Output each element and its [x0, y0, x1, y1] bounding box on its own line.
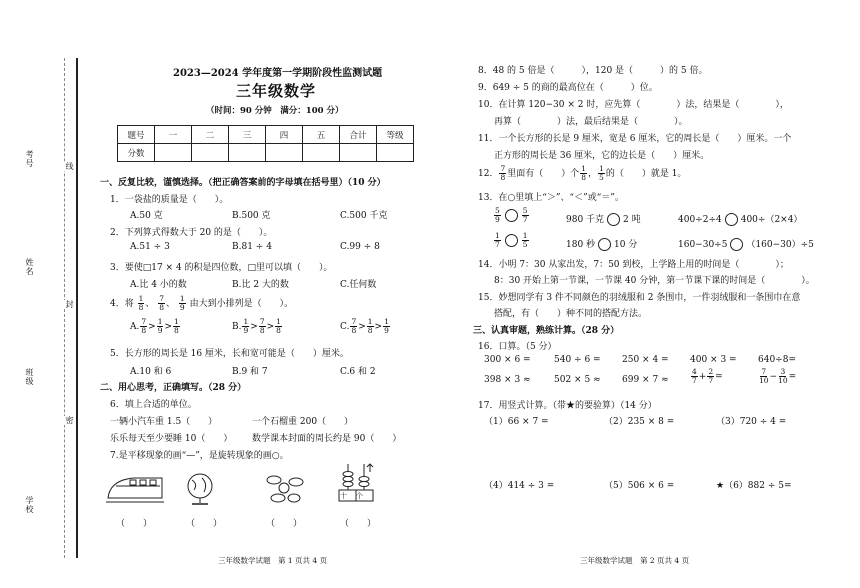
fan-image — [262, 470, 306, 508]
binding-label-secret: 密 — [65, 416, 74, 425]
binding-label-school: 学校 — [25, 496, 34, 514]
q6-item-d[interactable]: 数学课本封面的周长约是 90（ ） — [252, 434, 402, 444]
q7-blank-4[interactable]: （ ） — [340, 519, 377, 529]
binding-label-name: 姓名 — [25, 258, 34, 276]
q13-compare-2[interactable]: 980 千克 2 吨 — [566, 215, 641, 225]
q13-compare-3[interactable]: 400÷2÷4 400÷（2×4） — [678, 215, 803, 225]
q6-item-a[interactable]: 一辆小汽车重 1.5（ ） — [110, 417, 218, 427]
q3-option-c[interactable]: C.任何数 — [340, 280, 377, 290]
question-15-line1: 15．妙想同学有 3 件不同颜色的羽绒服和 2 条围巾，一件羽绒服和一条围巾在意 — [478, 293, 801, 303]
score-header-cell: 二 — [192, 126, 229, 144]
abacus-ones-label: 个 — [356, 492, 363, 500]
oral-calc-4[interactable]: 400 × 3 = — [690, 355, 737, 365]
question-12: 12． $\frac{7}{8}$ 里面有（ ）个 $\frac{1}{8}$ ， $\frac{1}{5}$ 的（ ）就是 1。 — [478, 164, 687, 182]
question-1: 1．一袋盐的质量是（ ）。 — [110, 195, 229, 205]
oral-calc-10[interactable]: $\frac{7}{10}$ − $\frac{3}{10}$ = — [759, 367, 797, 385]
question-5: 5．长方形的周长是 16 厘米，长和宽可能是（ ）厘米。 — [110, 349, 349, 359]
q5-option-b[interactable]: B.9 和 7 — [232, 367, 268, 377]
q6-item-b[interactable]: 一个石榴重 200（ ） — [252, 417, 354, 427]
exam-title: 2023—2024 学年度第一学期阶段性监测试题 — [173, 68, 383, 79]
oral-calc-6[interactable]: 398 × 3 ≈ — [484, 375, 531, 385]
vertical-calc-4[interactable]: （4）414 ÷ 3 = — [484, 481, 555, 491]
vertical-calc-3[interactable]: （3）720 ÷ 4 = — [716, 417, 787, 427]
score-header-cell: 五 — [303, 126, 340, 144]
q2-option-a[interactable]: A.51 ÷ 3 — [130, 242, 170, 252]
time-score-info: （时间：90 分钟 满分：100 分） — [206, 106, 344, 116]
q2-option-c[interactable]: C.99 ÷ 8 — [340, 242, 380, 252]
binding-label-line: 线 — [65, 162, 74, 171]
oral-calc-3[interactable]: 250 × 4 = — [622, 355, 669, 365]
score-cell[interactable] — [340, 144, 377, 162]
q5-option-a[interactable]: A.10 和 6 — [130, 367, 172, 377]
binding-label-class: 班级 — [25, 368, 34, 386]
vertical-calc-5[interactable]: （5）506 × 6 = — [604, 481, 675, 491]
vertical-calc-2[interactable]: （2）235 × 8 = — [604, 417, 675, 427]
question-9: 9．649 ÷ 5 的商的最高位在（ ）位。 — [478, 83, 658, 93]
score-header-cell: 三 — [229, 126, 266, 144]
score-cell[interactable] — [229, 144, 266, 162]
q13-compare-4[interactable]: $\frac{1}{7}$ $\frac{1}{5}$ — [495, 231, 528, 249]
question-3: 3．要使□17 × 4 的积是四位数，□里可以填（ ）。 — [110, 263, 333, 273]
q6-item-c[interactable]: 乐乐每天至少要睡 10（ ） — [110, 434, 233, 444]
q4-option-a[interactable]: A. $\frac{7}{8}$ > $\frac{1}{9}$ > $\frac{1}{8}$ — [130, 317, 179, 335]
question-17: 17．用竖式计算。（带★的要验算）（14 分） — [478, 401, 657, 411]
page-footer-left: 三年级数学试题 第 1 页共 4 页 — [218, 556, 328, 565]
question-13: 13．在○里填上“＞”、“＜”或“＝”。 — [478, 193, 624, 203]
train-image — [104, 470, 166, 506]
binding-label-exam-no: 考号 — [25, 150, 34, 168]
oral-calc-9[interactable]: $\frac{4}{7}$ + $\frac{2}{7}$ = — [692, 367, 723, 385]
oral-calc-1[interactable]: 300 × 6 = — [484, 355, 531, 365]
globe-image — [180, 470, 220, 508]
question-10-line1: 10．在计算 120−30 × 2 时，应先算（ ）法，结果是（ ）， — [478, 100, 789, 110]
question-7: 7.是平移现象的画“—”，是旋转现象的画○。 — [110, 451, 289, 461]
question-11-line1: 11．一个长方形的长是 9 厘米，宽是 6 厘米，它的周长是（ ）厘米。一个 — [478, 134, 792, 144]
q3-option-a[interactable]: A.比 4 小的数 — [130, 280, 187, 290]
q13-compare-6[interactable]: 160−30÷5 （160−30）÷5 — [678, 240, 814, 250]
q2-option-b[interactable]: B.81 ÷ 4 — [232, 242, 272, 252]
question-14-line1: 14．小明 7：30 从家出发，7：50 到校，上学路上用的时间是（ ）； — [478, 260, 789, 270]
score-cell[interactable] — [192, 144, 229, 162]
question-8: 8．48 的 5 倍是（ ），120 是（ ）的 5 倍。 — [478, 66, 708, 76]
score-cell[interactable] — [303, 144, 340, 162]
section1-title: 一、反复比较，谨慎选择。（把正确答案前的字母填在括号里）（10 分） — [100, 178, 386, 188]
score-cell[interactable] — [377, 144, 414, 162]
score-cell[interactable] — [155, 144, 192, 162]
section2-title: 二、用心思考，正确填写。（28 分） — [100, 383, 247, 393]
section3-title: 三、认真审题，熟练计算。（28 分） — [473, 326, 620, 336]
q1-option-a[interactable]: A.50 克 — [130, 211, 163, 221]
question-14-line2: 8：30 开始上第一节课，一节课 40 分钟，第一节课下课的时间是（ ）。 — [494, 276, 815, 286]
vertical-calc-1[interactable]: （1）66 × 7 = — [484, 417, 549, 427]
score-header-cell: 四 — [266, 126, 303, 144]
abacus-tens-label: 十 — [340, 492, 347, 500]
score-header-cell: 一 — [155, 126, 192, 144]
question-10-line2: 再算（ ）法，最后结果是（ ）。 — [494, 117, 688, 127]
question-16: 16．口算。（5 分） — [478, 342, 557, 352]
binding-margin-line — [76, 58, 78, 558]
q1-option-c[interactable]: C.500 千克 — [340, 211, 388, 221]
oral-calc-8[interactable]: 699 × 7 ≈ — [622, 375, 669, 385]
q7-blank-3[interactable]: （ ） — [266, 519, 303, 529]
question-6: 6．填上合适的单位。 — [110, 400, 197, 410]
question-4: 4．将 $\frac{1}{8}$ 、 $\frac{7}{8}$ 、 $\frac{1}{9}$ 由大到小排列是（ ）。 — [110, 294, 294, 312]
q3-option-b[interactable]: B.比 2 大的数 — [232, 280, 289, 290]
vertical-calc-6[interactable]: ★（6）882 ÷ 5= — [716, 481, 792, 491]
question-11-line2: 正方形的周长是 36 厘米，它的边长是（ ）厘米。 — [494, 151, 710, 161]
q13-compare-5[interactable]: 180 秒 10 分 — [566, 240, 638, 250]
q1-option-b[interactable]: B.500 克 — [232, 211, 271, 221]
score-row-label: 分数 — [118, 144, 155, 162]
oral-calc-5[interactable]: 640÷8= — [758, 355, 796, 365]
q4-option-b[interactable]: B. $\frac{1}{9}$ > $\frac{7}{8}$ > $\frac{1}{8}$ — [232, 317, 281, 335]
q13-compare-1[interactable]: $\frac{5}{9}$ $\frac{5}{7}$ — [495, 206, 528, 224]
question-15-line2: 搭配，有（ ）种不同的搭配方法。 — [494, 309, 648, 319]
q4-option-c[interactable]: C. $\frac{7}{8}$ > $\frac{1}{8}$ > $\frac{1}{9}$ — [340, 317, 389, 335]
score-header-cell: 等级 — [377, 126, 414, 144]
q7-blank-2[interactable]: （ ） — [186, 519, 223, 529]
score-table — [117, 125, 414, 162]
oral-calc-7[interactable]: 502 × 5 ≈ — [554, 375, 601, 385]
score-header-cell: 题号 — [118, 126, 155, 144]
page-footer-right: 三年级数学试题 第 2 页共 4 页 — [580, 556, 690, 565]
q7-blank-1[interactable]: （ ） — [116, 519, 153, 529]
binding-label-seal: 封 — [65, 300, 74, 309]
score-header-cell: 合计 — [340, 126, 377, 144]
question-2: 2．下列算式得数大于 20 的是（ ）。 — [110, 228, 273, 238]
score-cell[interactable] — [266, 144, 303, 162]
subject-title: 三年级数学 — [236, 82, 317, 100]
q5-option-c[interactable]: C.6 和 2 — [340, 367, 376, 377]
oral-calc-2[interactable]: 540 ÷ 6 = — [554, 355, 601, 365]
